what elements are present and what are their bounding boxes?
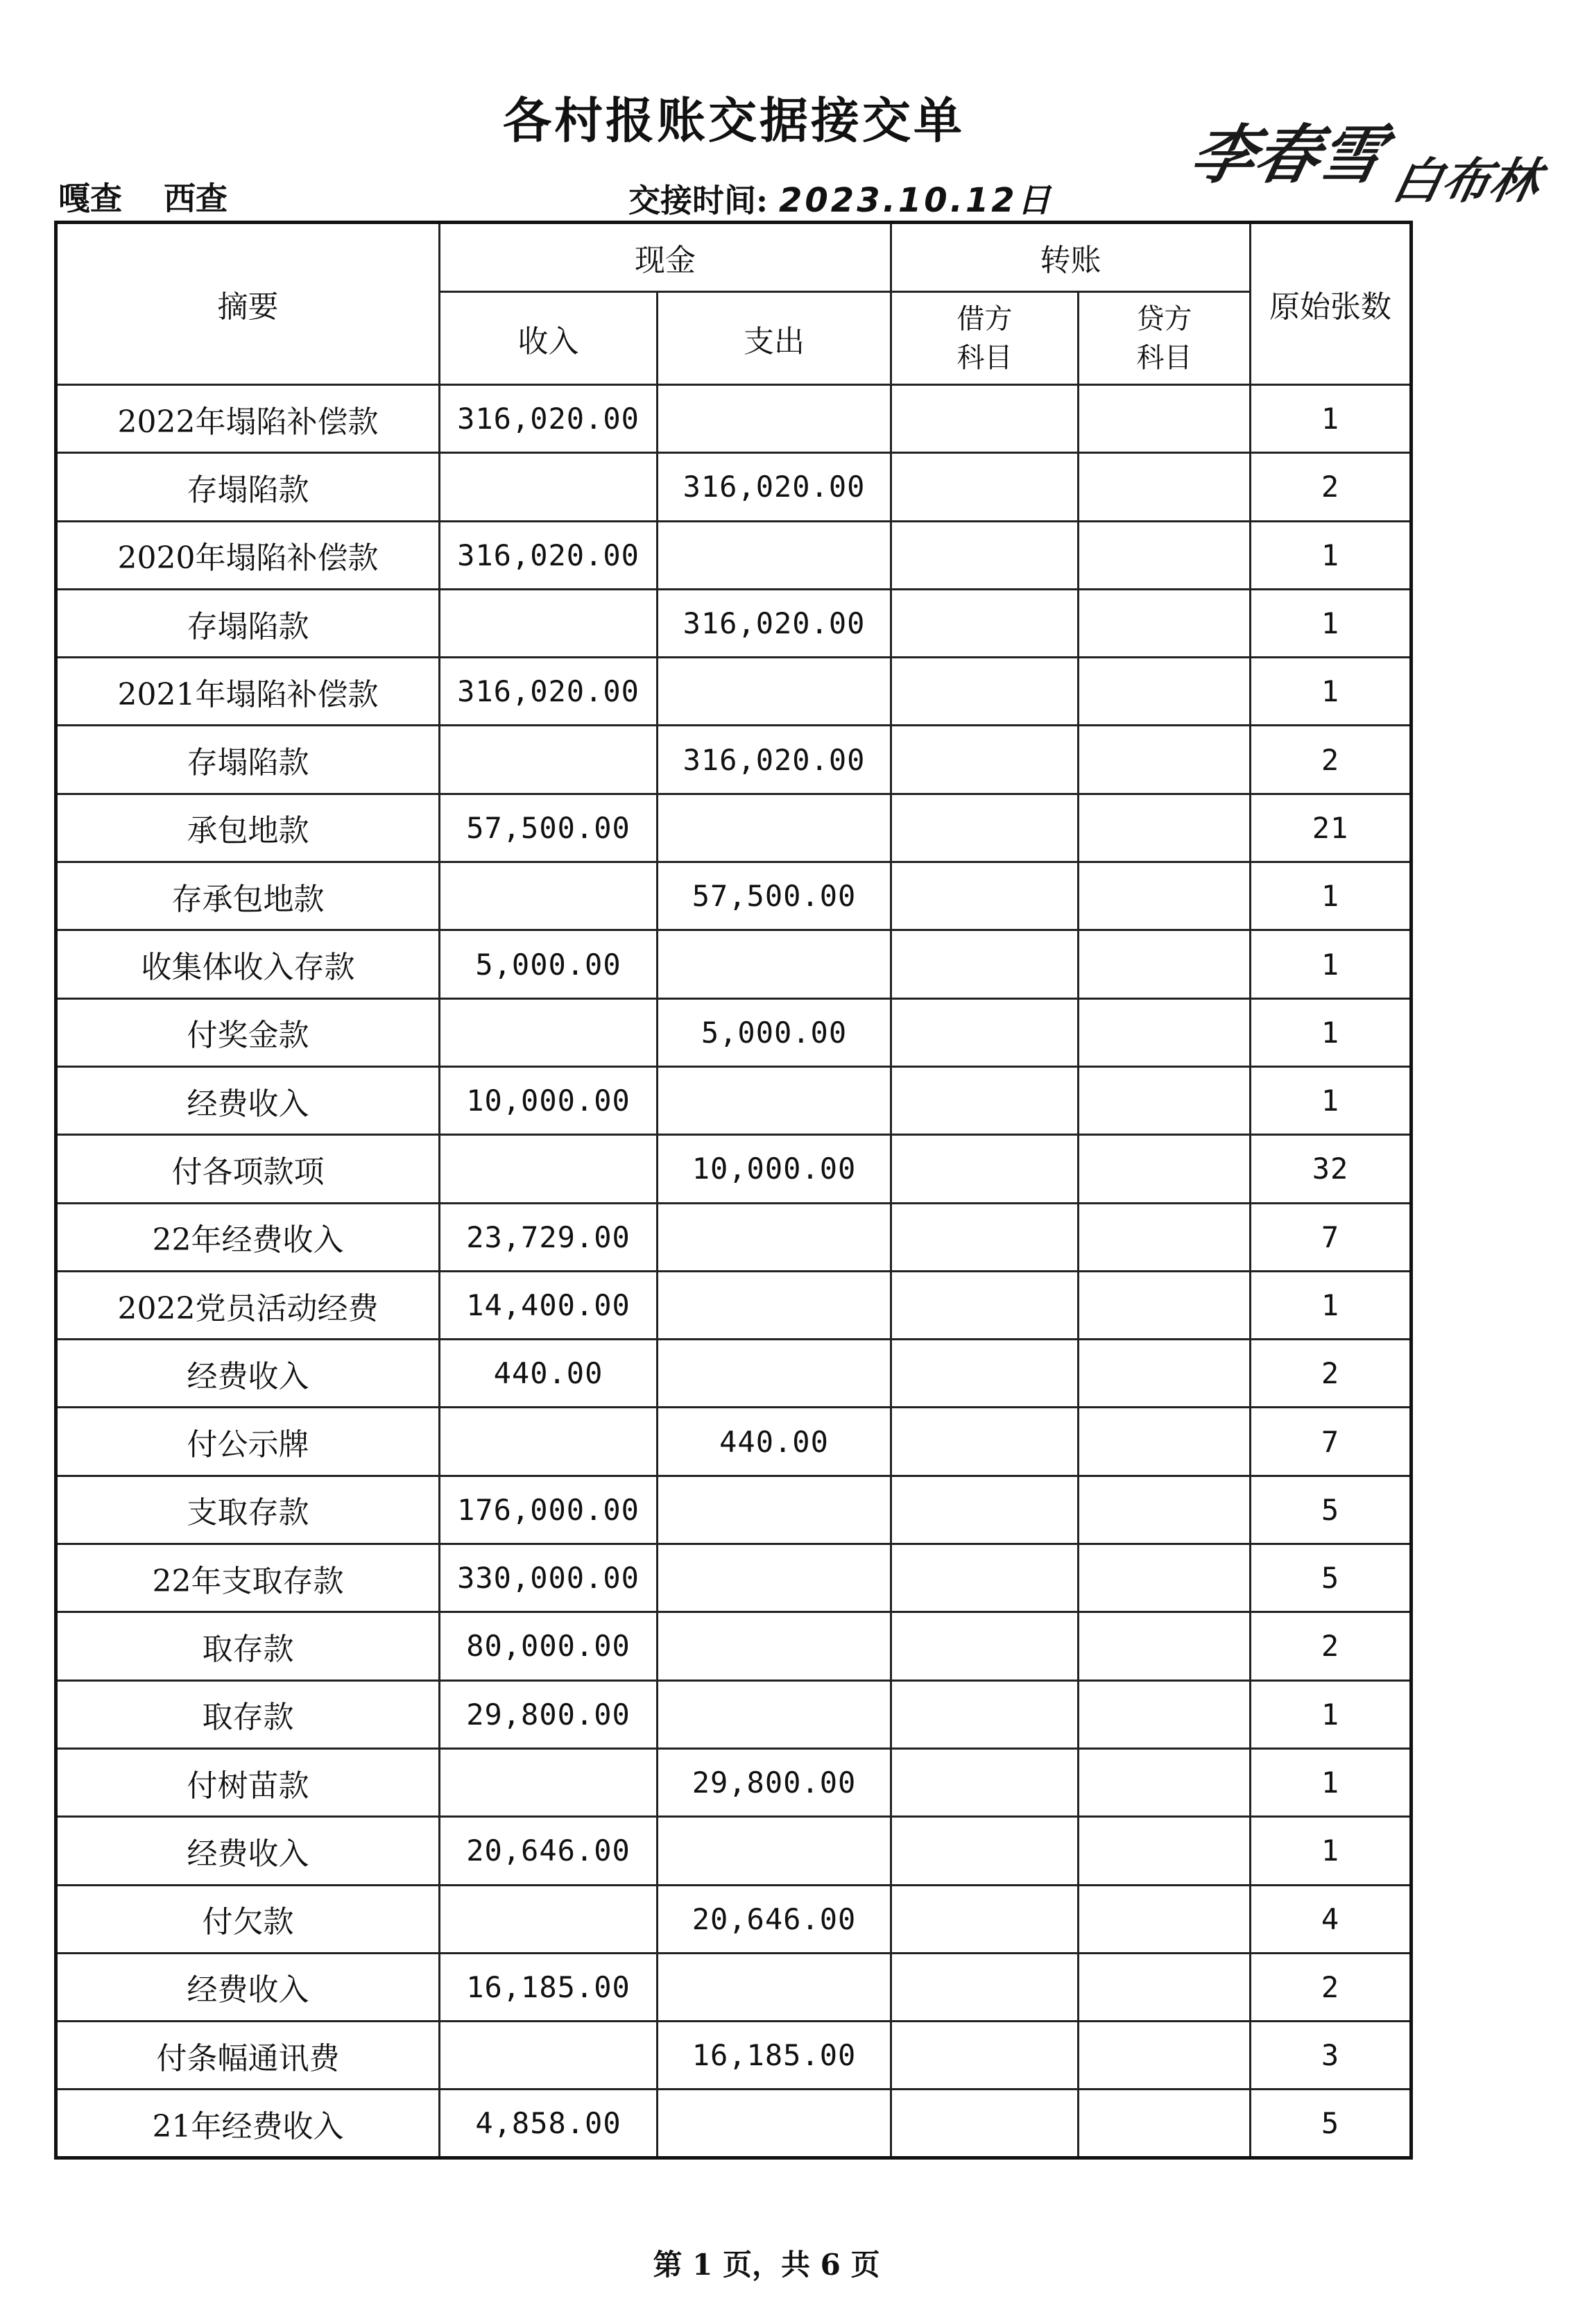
summary-cell: 22年经费收入 [56,1203,440,1271]
debit-cell [891,453,1079,521]
count-cell: 5 [1251,1476,1412,1544]
table-row [56,1135,1412,1203]
summary-cell: 付奖金款 [56,998,440,1066]
summary-cell: 付树苗款 [56,1748,440,1816]
header-credit-line2: 科目 [1136,341,1192,374]
table-row [56,1953,1412,2021]
expense-cell: 316,020.00 [658,589,891,657]
signature-1: 李春雪 [1184,118,1391,192]
summary-cell: 付各项款项 [56,1135,440,1203]
count-cell: 21 [1251,794,1412,862]
count-cell: 2 [1251,1953,1412,2021]
debit-cell [891,658,1079,726]
expense-cell [658,2090,891,2158]
count-cell: 4 [1251,1885,1412,1953]
income-cell: 4,858.00 [440,2090,658,2158]
table-row [56,1340,1412,1408]
header-credit [1079,292,1251,385]
income-cell: 316,020.00 [440,658,658,726]
credit-cell [1079,453,1251,521]
summary-cell: 存承包地款 [56,862,440,930]
income-cell [440,726,658,794]
income-cell: 330,000.00 [440,1544,658,1612]
credit-cell [1079,1203,1251,1271]
count-cell: 1 [1251,862,1412,930]
credit-cell [1079,1817,1251,1885]
credit-cell [1079,1408,1251,1476]
debit-cell [891,1612,1079,1680]
credit-cell [1079,1066,1251,1134]
expense-cell: 5,000.00 [658,998,891,1066]
count-cell: 1 [1251,1817,1412,1885]
credit-cell [1079,1271,1251,1339]
credit-cell [1079,1885,1251,1953]
expense-cell [658,1203,891,1271]
header-transfer: 转账 [891,223,1251,292]
table-row [56,1680,1412,1748]
expense-cell: 10,000.00 [658,1135,891,1203]
header-cash: 现金 [440,223,891,292]
table-row [56,1476,1412,1544]
header-debit [891,292,1079,385]
debit-cell [891,1817,1079,1885]
table-row [56,1408,1412,1476]
income-cell: 5,000.00 [440,930,658,998]
debit-cell [891,1408,1079,1476]
summary-cell: 2021年塌陷补偿款 [56,658,440,726]
count-cell: 7 [1251,1203,1412,1271]
expense-cell: 20,646.00 [658,1885,891,1953]
income-cell: 23,729.00 [440,1203,658,1271]
income-cell [440,1748,658,1816]
debit-cell [891,862,1079,930]
count-cell: 7 [1251,1408,1412,1476]
debit-cell [891,2022,1079,2090]
village-label-2: 西查 [164,180,228,217]
income-cell: 10,000.00 [440,1066,658,1134]
income-cell [440,589,658,657]
credit-cell [1079,385,1251,453]
table-row [56,1817,1412,1885]
income-cell: 440.00 [440,1340,658,1408]
debit-cell [891,385,1079,453]
debit-cell [891,1885,1079,1953]
debit-cell [891,1203,1079,1271]
table-row [56,521,1412,589]
credit-cell [1079,1748,1251,1816]
summary-cell: 2022年塌陷补偿款 [56,385,440,453]
debit-cell [891,2090,1079,2158]
credit-cell [1079,998,1251,1066]
credit-cell [1079,521,1251,589]
summary-cell: 收集体收入存款 [56,930,440,998]
income-cell: 316,020.00 [440,385,658,453]
village-name [58,173,269,219]
income-cell [440,2022,658,2090]
expense-cell [658,1612,891,1680]
summary-cell: 存塌陷款 [56,589,440,657]
page-footer: 第 1 页，共 6 页 [653,2248,880,2282]
expense-cell [658,1340,891,1408]
table-row [56,1544,1412,1612]
credit-cell [1079,726,1251,794]
debit-cell [891,998,1079,1066]
credit-cell [1079,1544,1251,1612]
debit-cell [891,1544,1079,1612]
count-cell: 1 [1251,385,1412,453]
table-row [56,589,1412,657]
header-credit-line1: 贷方 [1136,302,1192,335]
count-cell: 1 [1251,589,1412,657]
summary-cell: 21年经费收入 [56,2090,440,2158]
count-cell: 5 [1251,1544,1412,1612]
count-cell: 1 [1251,1066,1412,1134]
income-cell: 316,020.00 [440,521,658,589]
summary-cell: 付条幅通讯费 [56,2022,440,2090]
ledger-table [54,221,1413,2160]
count-cell: 1 [1251,1748,1412,1816]
expense-cell: 316,020.00 [658,453,891,521]
credit-cell [1079,862,1251,930]
credit-cell [1079,658,1251,726]
summary-cell: 支取存款 [56,1476,440,1544]
count-cell: 2 [1251,453,1412,521]
table-row [56,862,1412,930]
summary-cell: 2020年塌陷补偿款 [56,521,440,589]
debit-cell [891,726,1079,794]
count-cell: 1 [1251,658,1412,726]
expense-cell: 440.00 [658,1408,891,1476]
count-cell: 1 [1251,1680,1412,1748]
expense-cell [658,521,891,589]
credit-cell [1079,2022,1251,2090]
summary-cell: 22年支取存款 [56,1544,440,1612]
summary-cell: 2022党员活动经费 [56,1271,440,1339]
expense-cell [658,1271,891,1339]
credit-cell [1079,589,1251,657]
expense-cell [658,794,891,862]
header-expense: 支出 [658,292,891,385]
table-row [56,1612,1412,1680]
expense-cell [658,1680,891,1748]
income-cell: 16,185.00 [440,1953,658,2021]
expense-cell [658,1066,891,1134]
count-cell: 5 [1251,2090,1412,2158]
header-original-count: 原始张数 [1251,223,1412,385]
count-cell: 2 [1251,1340,1412,1408]
summary-cell: 经费收入 [56,1066,440,1134]
table-row [56,2022,1412,2090]
credit-cell [1079,1953,1251,2021]
debit-cell [891,521,1079,589]
income-cell: 14,400.00 [440,1271,658,1339]
count-cell: 1 [1251,930,1412,998]
income-cell: 29,800.00 [440,1680,658,1748]
expense-cell [658,1476,891,1544]
expense-cell [658,1953,891,2021]
credit-cell [1079,1135,1251,1203]
table-row [56,1066,1412,1134]
debit-cell [891,1680,1079,1748]
header-summary: 摘要 [56,223,440,385]
summary-cell: 取存款 [56,1612,440,1680]
debit-cell [891,1748,1079,1816]
handover-time [628,173,1054,221]
debit-cell [891,1340,1079,1408]
table-row [56,385,1412,453]
count-cell: 2 [1251,1612,1412,1680]
debit-cell [891,1271,1079,1339]
expense-cell [658,658,891,726]
credit-cell [1079,794,1251,862]
count-cell: 3 [1251,2022,1412,2090]
income-cell: 80,000.00 [440,1612,658,1680]
debit-cell [891,1476,1079,1544]
table-row [56,998,1412,1066]
income-cell [440,1885,658,1953]
credit-cell [1079,1340,1251,1408]
header-debit-line1: 借方 [957,302,1013,335]
count-cell: 32 [1251,1135,1412,1203]
credit-cell [1079,1476,1251,1544]
expense-cell [658,385,891,453]
count-cell: 2 [1251,726,1412,794]
summary-cell: 存塌陷款 [56,453,440,521]
table-row [56,726,1412,794]
credit-cell [1079,1680,1251,1748]
count-cell: 1 [1251,998,1412,1066]
signature-2: 白布林 [1387,153,1545,210]
income-cell: 20,646.00 [440,1817,658,1885]
debit-cell [891,794,1079,862]
income-cell [440,1135,658,1203]
income-cell [440,453,658,521]
ledger-body [56,385,1412,2158]
table-row [56,930,1412,998]
table-row [56,794,1412,862]
summary-cell: 经费收入 [56,1340,440,1408]
summary-cell: 付公示牌 [56,1408,440,1476]
table-row [56,1748,1412,1816]
header-debit-line2: 科目 [957,341,1013,374]
income-cell: 57,500.00 [440,794,658,862]
table-row [56,1203,1412,1271]
expense-cell [658,930,891,998]
handover-date: 2023.10.12日 [779,181,1054,220]
village-label-1: 嘎查 [58,180,122,217]
income-cell [440,1408,658,1476]
expense-cell [658,1817,891,1885]
summary-cell: 经费收入 [56,1953,440,2021]
summary-cell: 存塌陷款 [56,726,440,794]
table-row [56,658,1412,726]
summary-cell: 承包地款 [56,794,440,862]
header-income: 收入 [440,292,658,385]
credit-cell [1079,1612,1251,1680]
summary-cell: 取存款 [56,1680,440,1748]
debit-cell [891,1953,1079,2021]
summary-cell: 经费收入 [56,1817,440,1885]
count-cell: 1 [1251,521,1412,589]
expense-cell: 316,020.00 [658,726,891,794]
debit-cell [891,589,1079,657]
summary-cell: 付欠款 [56,1885,440,1953]
credit-cell [1079,930,1251,998]
income-cell [440,862,658,930]
income-cell [440,998,658,1066]
handover-label: 交接时间: [628,182,768,219]
table-row [56,1885,1412,1953]
credit-cell [1079,2090,1251,2158]
expense-cell [658,1544,891,1612]
income-cell: 176,000.00 [440,1476,658,1544]
page-title: 各村报账交据接交单 [503,92,965,149]
count-cell: 1 [1251,1271,1412,1339]
expense-cell: 16,185.00 [658,2022,891,2090]
debit-cell [891,930,1079,998]
expense-cell: 57,500.00 [658,862,891,930]
table-row [56,453,1412,521]
debit-cell [891,1066,1079,1134]
table-row [56,1271,1412,1339]
table-row [56,2090,1412,2158]
debit-cell [891,1135,1079,1203]
expense-cell: 29,800.00 [658,1748,891,1816]
